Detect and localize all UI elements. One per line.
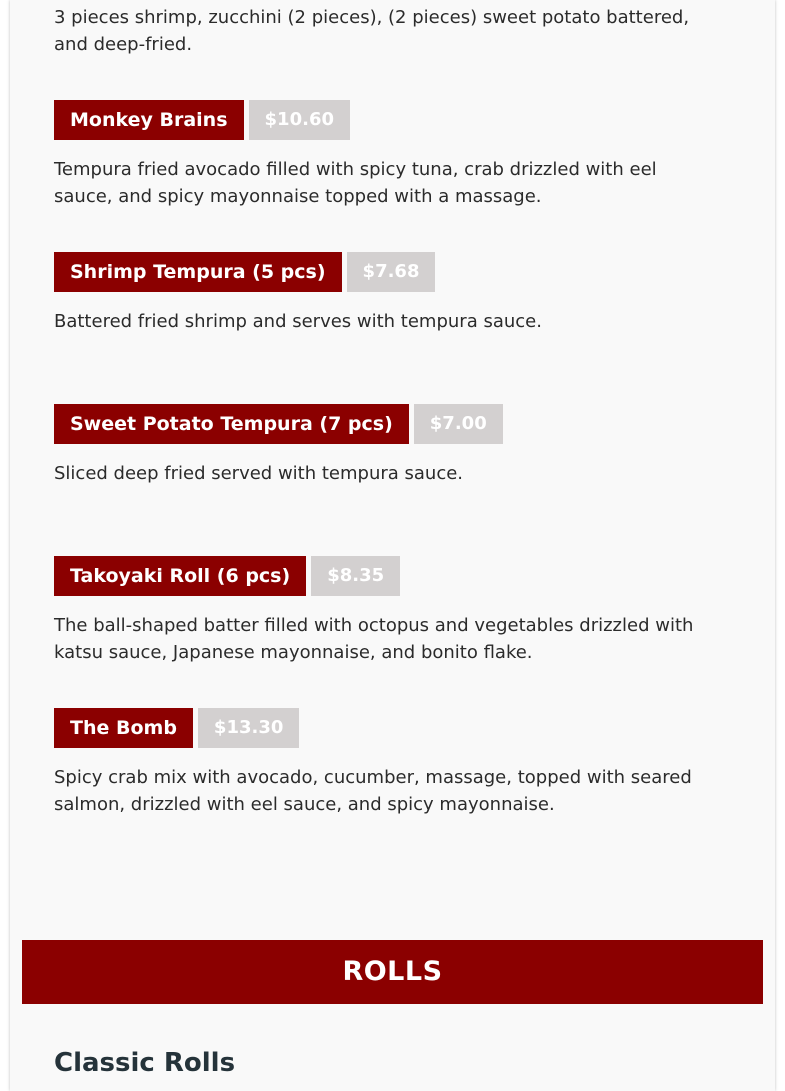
subsection-heading: Classic Rolls — [54, 1048, 236, 1078]
item-price: $8.35 — [311, 556, 400, 596]
section-banner-rolls: ROLLS — [22, 940, 763, 1004]
item-price: $7.00 — [414, 404, 503, 444]
item-header — [54, 252, 704, 292]
item-description: Battered fried shrimp and serves with tempura sauce. — [54, 311, 542, 332]
item-name: Takoyaki Roll (6 pcs) — [54, 556, 306, 596]
menu-item — [54, 252, 704, 335]
item-price: $10.60 — [249, 100, 350, 140]
item-description: 3 pieces shrimp, zucchini (2 pieces), (2 pieces) sweet potato battered, and deep-fried. — [54, 7, 690, 55]
item-description: Tempura fried avocado filled with spicy tuna, crab drizzled with eel sauce, and spicy mayonnaise topped with a massage. — [54, 159, 657, 207]
item-header — [54, 708, 704, 748]
menu-item — [54, 404, 704, 487]
menu-item — [54, 556, 704, 666]
item-description: Sliced deep fried served with tempura sauce. — [54, 463, 464, 484]
menu-page — [10, 0, 775, 1091]
item-name: Shrimp Tempura (5 pcs) — [54, 252, 342, 292]
item-header — [54, 100, 704, 140]
menu-item — [54, 708, 704, 818]
item-header — [54, 404, 704, 444]
menu-item — [54, 100, 704, 210]
item-header — [54, 556, 704, 596]
item-description: Spicy crab mix with avocado, cucumber, massage, topped with seared salmon, drizzled with eel sauce, and spicy mayonnaise. — [54, 767, 692, 815]
item-price: $7.68 — [347, 252, 436, 292]
item-price: $13.30 — [198, 708, 299, 748]
item-description: The ball-shaped batter filled with octopus and vegetables drizzled with katsu sauce, Japanese mayonnaise, and bonito flake. — [54, 615, 694, 663]
item-name: Monkey Brains — [54, 100, 244, 140]
item-name: Sweet Potato Tempura (7 pcs) — [54, 404, 409, 444]
item-name: The Bomb — [54, 708, 193, 748]
